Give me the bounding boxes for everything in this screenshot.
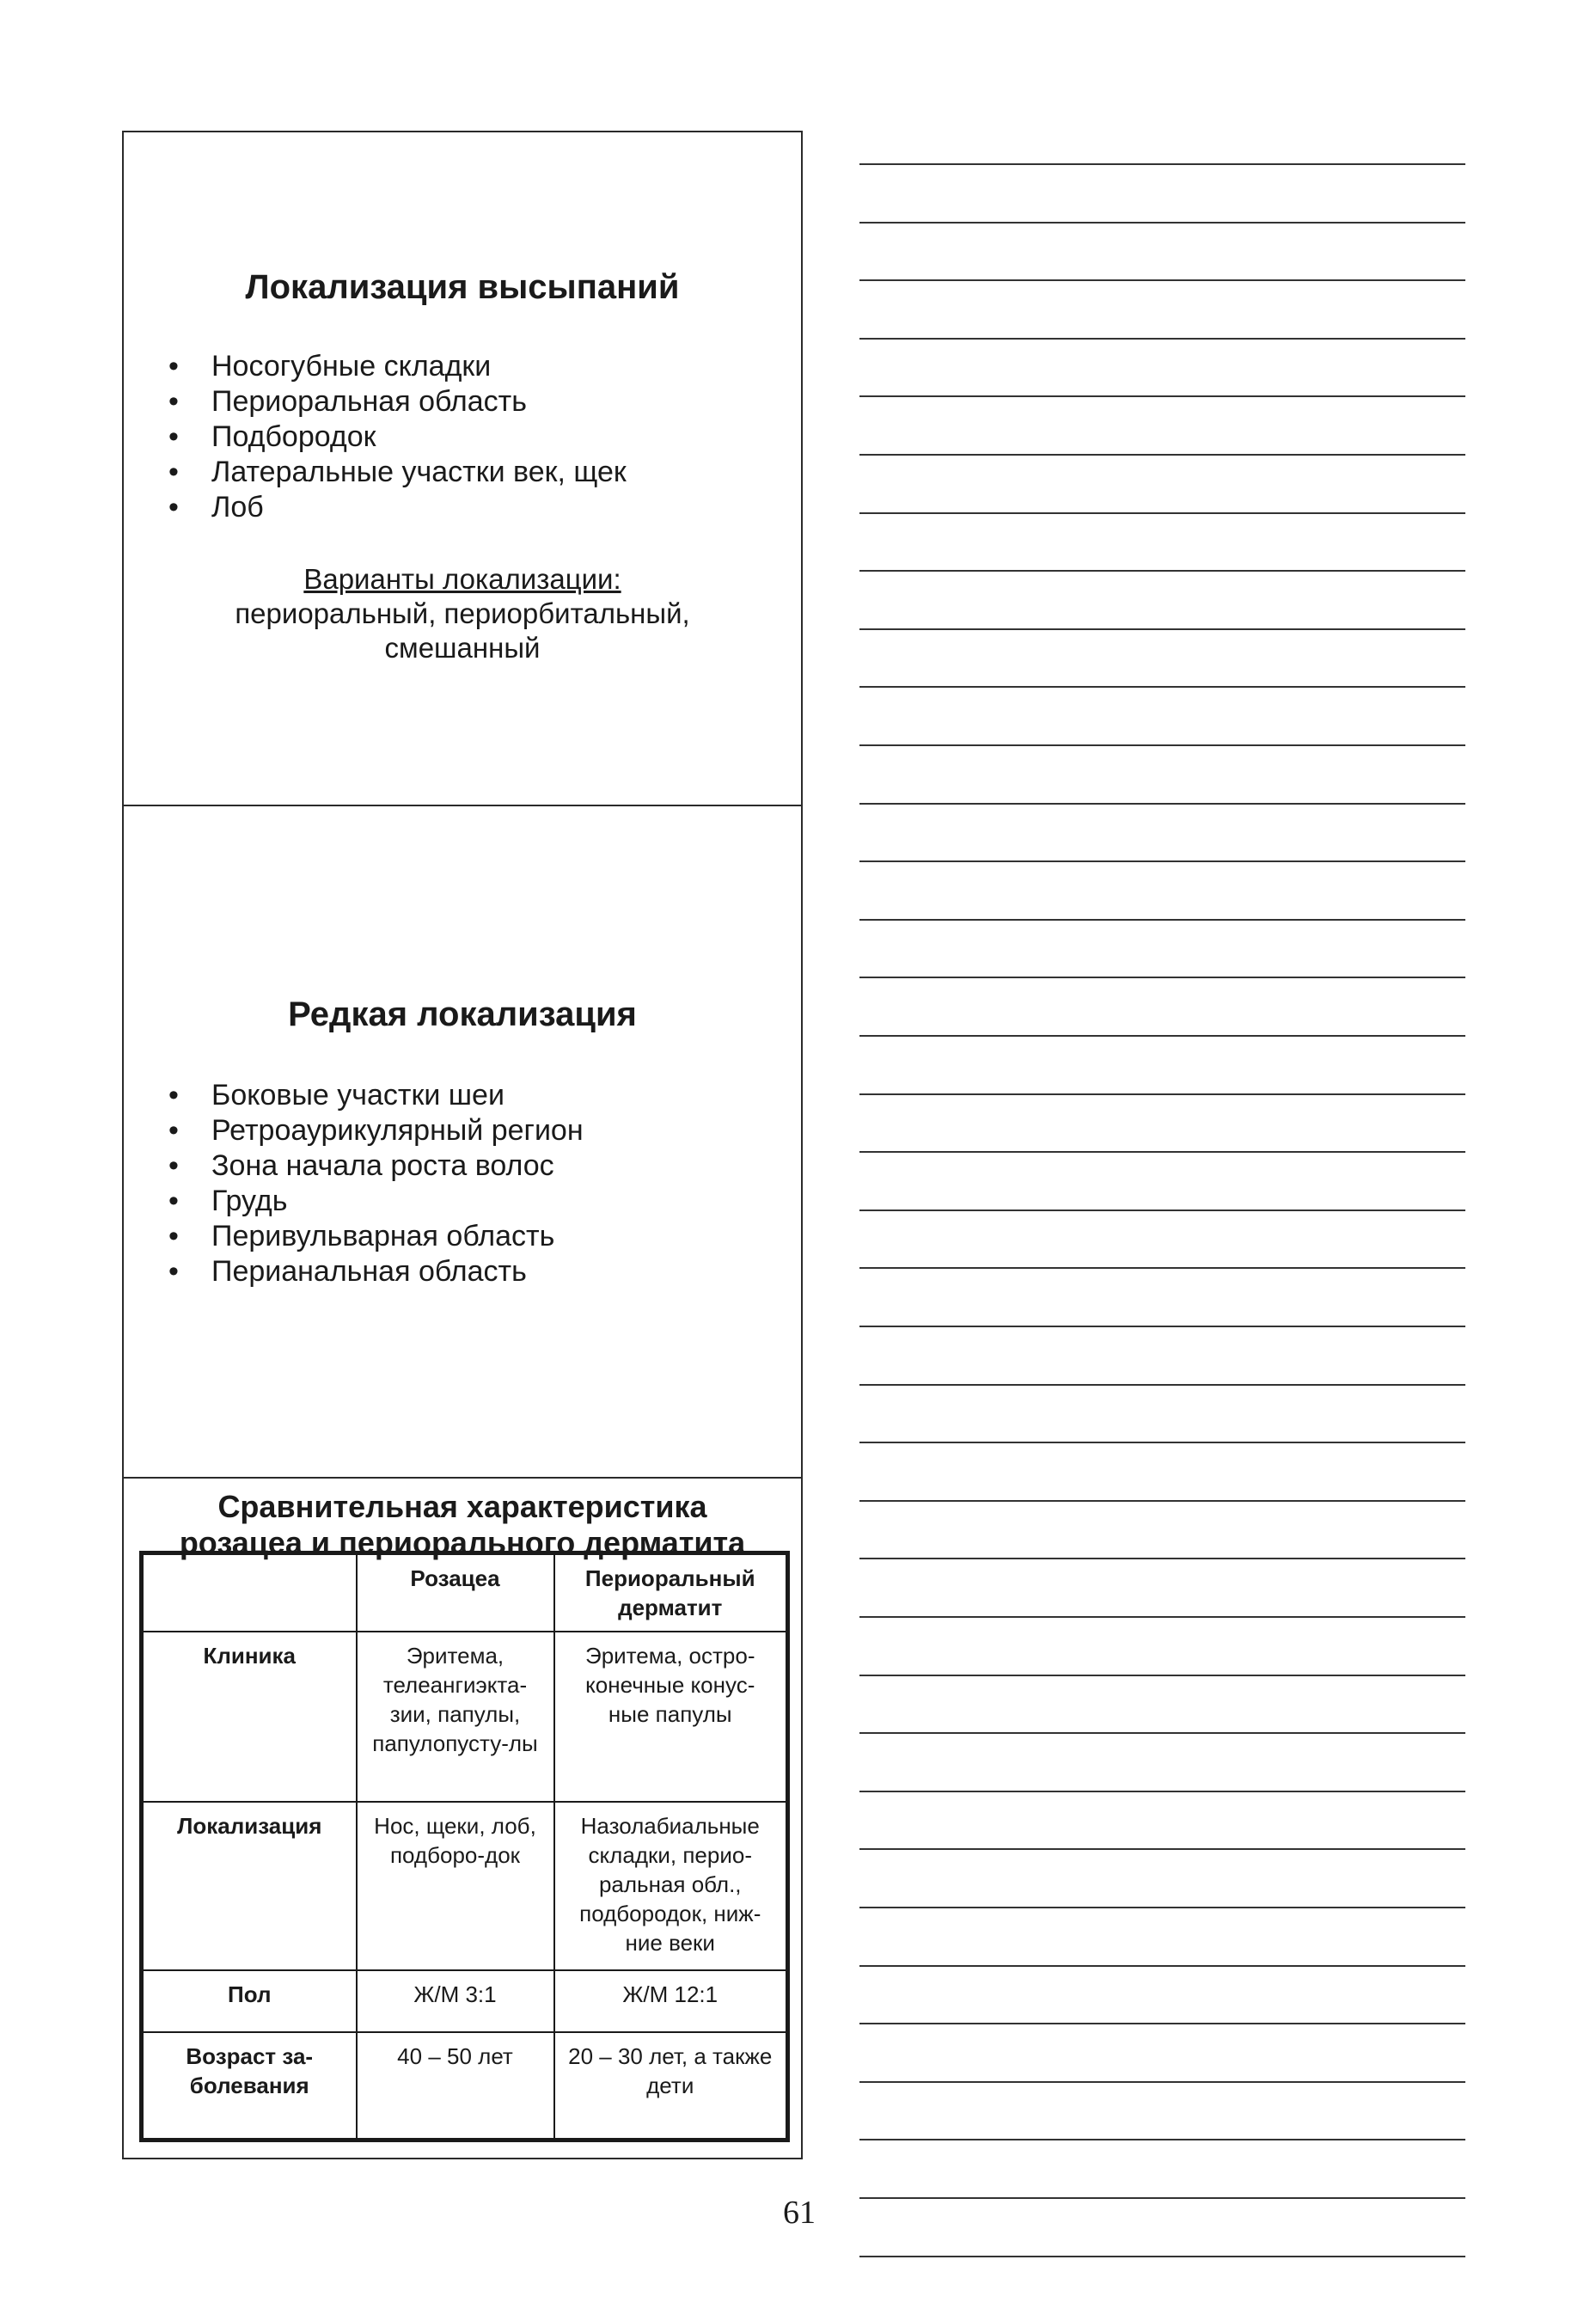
variants-heading: Варианты локализации: — [303, 563, 621, 595]
list-item: • Ретроаурикулярный регион — [168, 1113, 584, 1148]
note-line — [859, 1616, 1465, 1618]
slide-comparison — [124, 1479, 801, 2161]
note-line — [859, 2197, 1465, 2199]
note-line — [859, 338, 1465, 340]
note-line — [859, 1965, 1465, 1967]
note-line — [859, 1848, 1465, 1850]
table-row — [142, 2032, 788, 2140]
table-header-row — [142, 1553, 788, 1632]
list-item: • Подбородок — [168, 419, 627, 455]
note-line — [859, 570, 1465, 572]
note-line — [859, 279, 1465, 281]
table-cell: 40 – 50 лет — [357, 2032, 554, 2140]
comparison-table — [139, 1551, 790, 2142]
note-line — [859, 919, 1465, 921]
table-header-perioral-dermatitis: Периоральный дерматит — [554, 1553, 788, 1632]
note-line — [859, 395, 1465, 397]
list-item: • Носогубные складки — [168, 349, 627, 384]
table-cell: Эритема, телеангиэкта-зии, папулы, папулопусту-лы — [357, 1632, 554, 1802]
row-label: Возраст за-болевания — [142, 2032, 357, 2140]
list-item: • Латеральные участки век, щек — [168, 455, 627, 490]
slide-title: Локализация высыпаний — [245, 268, 680, 306]
note-line — [859, 1151, 1465, 1153]
note-line — [859, 1384, 1465, 1386]
note-line — [859, 1907, 1465, 1908]
bullet-list — [168, 349, 627, 525]
table-cell: Нос, щеки, лоб, подборо-док — [357, 1802, 554, 1970]
comparison-title-line1: Сравнительная характеристика — [217, 1489, 707, 1524]
table-cell: Назолабиальные складки, перио-ральная обл., подбородок, ниж-ние веки — [554, 1802, 788, 1970]
note-line — [859, 1500, 1465, 1502]
note-line — [859, 1791, 1465, 1792]
note-line — [859, 2023, 1465, 2024]
list-item: • Боковые участки шеи — [168, 1078, 584, 1113]
note-line — [859, 1732, 1465, 1734]
note-line — [859, 1675, 1465, 1676]
bullet-list — [168, 1078, 584, 1289]
note-line — [859, 512, 1465, 514]
row-label: Клиника — [142, 1632, 357, 1802]
note-line — [859, 1209, 1465, 1211]
note-line — [859, 222, 1465, 224]
note-line — [859, 1267, 1465, 1269]
note-line — [859, 1442, 1465, 1443]
note-line — [859, 2256, 1465, 2257]
note-line — [859, 2139, 1465, 2140]
variants-text-line1: периоральный, периорбитальный, — [235, 597, 690, 629]
list-item: • Грудь — [168, 1184, 584, 1219]
table-row — [142, 1802, 788, 1970]
note-line — [859, 2081, 1465, 2083]
table-cell: Ж/М 12:1 — [554, 1970, 788, 2032]
slide-rare-localization — [124, 806, 801, 1479]
comparison-title-line2: розацеа и периорального дерматита — [179, 1525, 746, 1560]
note-line — [859, 686, 1465, 688]
variants-text-line2: смешанный — [384, 632, 541, 664]
table-row — [142, 1632, 788, 1802]
note-line — [859, 1035, 1465, 1037]
slides-column — [122, 131, 803, 2159]
note-line — [859, 860, 1465, 862]
note-line — [859, 628, 1465, 630]
table-row — [142, 1970, 788, 2032]
note-line — [859, 1326, 1465, 1327]
list-item: • Периоральная область — [168, 384, 627, 419]
note-line — [859, 454, 1465, 456]
localization-variants — [124, 562, 801, 665]
row-label: Локализация — [142, 1802, 357, 1970]
table-header-empty — [142, 1553, 357, 1632]
list-item: • Зона начала роста волос — [168, 1148, 584, 1184]
row-label: Пол — [142, 1970, 357, 2032]
note-line — [859, 163, 1465, 165]
table-cell: 20 – 30 лет, а также дети — [554, 2032, 788, 2140]
table-cell: Эритема, остро-конечные конус-ные папулы — [554, 1632, 788, 1802]
note-line — [859, 1093, 1465, 1095]
table-cell: Ж/М 3:1 — [357, 1970, 554, 2032]
list-item: • Перианальная область — [168, 1254, 584, 1289]
slide-title: Редкая локализация — [288, 995, 637, 1033]
list-item: • Перивульварная область — [168, 1219, 584, 1254]
table-header-rosacea: Розацеа — [357, 1553, 554, 1632]
note-line — [859, 803, 1465, 805]
note-line — [859, 977, 1465, 978]
page-number: 61 — [783, 2195, 816, 2231]
note-line — [859, 744, 1465, 746]
note-line — [859, 1558, 1465, 1559]
list-item: • Лоб — [168, 490, 627, 525]
slide-rash-localization — [124, 132, 801, 806]
